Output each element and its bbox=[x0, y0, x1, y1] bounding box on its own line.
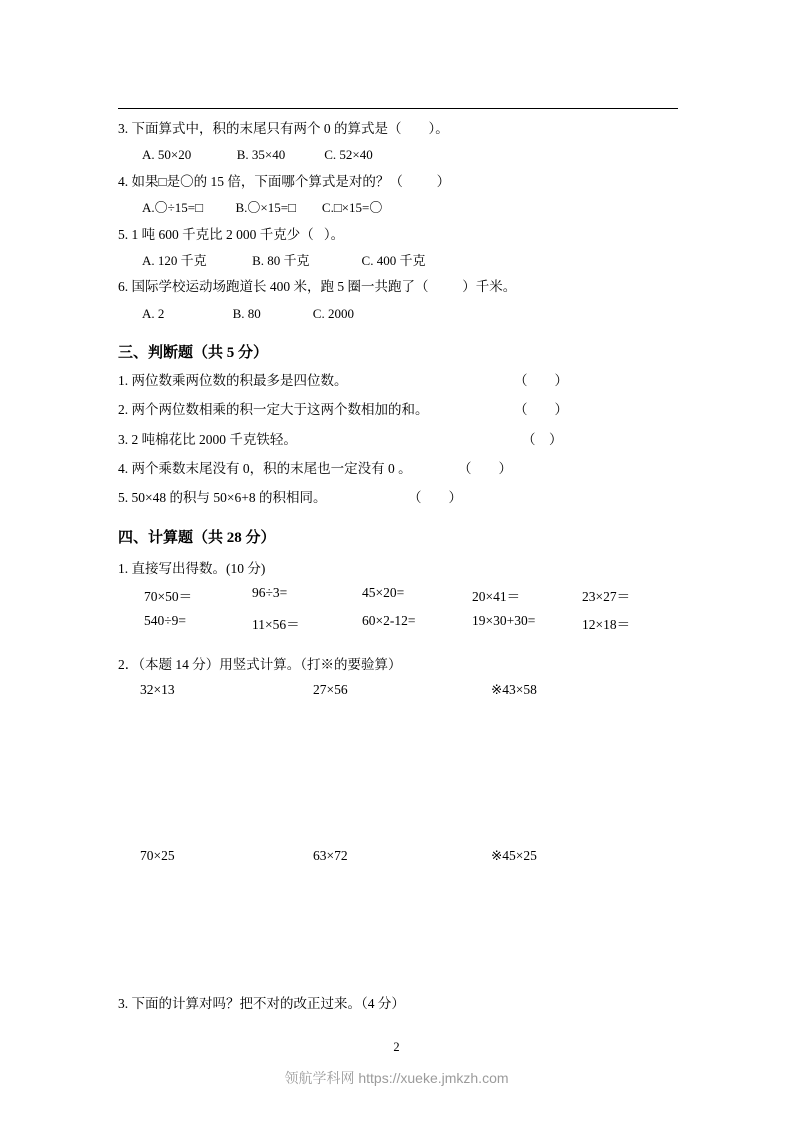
page-number: 2 bbox=[393, 1040, 400, 1054]
question-4-stem: 4. 如果□是〇的 15 倍，下面哪个算式是对的？（ ） bbox=[118, 173, 451, 189]
calc-q1-row-1 bbox=[118, 585, 678, 605]
calc-q2-row-2 bbox=[118, 848, 678, 864]
tf-item-1-text: 1. 两位数乘两位数的积最多是四位数。 bbox=[118, 373, 348, 388]
calc-item: 23×27＝ bbox=[582, 589, 631, 605]
question-5-stem: 5. 1 吨 600 千克比 2 000 千克少（ ）。 bbox=[118, 226, 345, 242]
tf-item-4-answer-box[interactable]: （ ） bbox=[458, 460, 512, 476]
calc-q2-head: 2．（本题 14 分）用竖式计算。（打※的要验算） bbox=[118, 657, 402, 673]
calc-item: 19×30+30= bbox=[472, 613, 536, 629]
calc-item: 45×20= bbox=[362, 585, 405, 601]
calc-q3-head: 3. 下面的计算对吗？把不对的改正过来。（4 分） bbox=[118, 996, 405, 1012]
tf-item-1-answer-box[interactable]: （ ） bbox=[514, 373, 568, 388]
calc-q2-row-1 bbox=[118, 682, 678, 698]
calc-item: 96÷3= bbox=[252, 585, 288, 601]
tf-item-5-text: 5. 50×48 的积与 50×6+8 的积相同。 bbox=[118, 490, 327, 505]
vertical-calc-item: ※45×25 bbox=[491, 848, 537, 864]
tf-item-5-answer-box[interactable]: （ ） bbox=[408, 490, 462, 505]
calc-item: 20×41＝ bbox=[472, 589, 521, 605]
page-content bbox=[118, 108, 678, 1012]
calc-item: 60×2-12= bbox=[362, 613, 416, 629]
calc-item: 540÷9= bbox=[144, 613, 187, 629]
question-3-stem: 3. 下面算式中，积的末尾只有两个 0 的算式是（ ）。 bbox=[118, 121, 449, 136]
section-title-true-false: 三、判断题（共 5 分） bbox=[118, 345, 269, 361]
tf-item-1 bbox=[118, 371, 678, 391]
tf-item-5 bbox=[118, 488, 678, 508]
tf-item-2-answer-box[interactable]: （ ） bbox=[514, 402, 568, 418]
vertical-calc-item: 27×56 bbox=[313, 682, 348, 698]
tf-item-2-text: 2. 两个两位数相乘的积一定大于这两个数相加的和。 bbox=[118, 402, 429, 418]
work-space-1 bbox=[118, 698, 678, 848]
watermark: 领航学科网 https://xueke.jmkzh.com bbox=[284, 1070, 509, 1086]
question-4-options: A.〇÷15=□ B.〇×15=□ C.□×15=〇 bbox=[142, 200, 383, 215]
question-3-options: A. 50×20 B. 35×40 C. 52×40 bbox=[142, 147, 373, 163]
tf-item-3 bbox=[118, 430, 678, 450]
vertical-calc-item: 63×72 bbox=[313, 848, 348, 864]
section-title-calculation: 四、计算题（共 28 分） bbox=[118, 530, 276, 547]
tf-item-4 bbox=[118, 459, 678, 479]
vertical-calc-item: 70×25 bbox=[140, 848, 175, 864]
calc-item: 12×18＝ bbox=[582, 617, 631, 633]
vertical-calc-item: ※43×58 bbox=[491, 682, 537, 698]
question-6-options: A. 2 B. 80 C. 2000 bbox=[142, 305, 354, 321]
question-6-stem: 6. 国际学校运动场跑道长 400 米，跑 5 圈一共跑了（ ）千米。 bbox=[118, 279, 517, 295]
tf-item-3-answer-box[interactable]: （ ） bbox=[522, 431, 563, 447]
header-rule bbox=[118, 108, 678, 109]
work-space-2 bbox=[118, 864, 678, 982]
calc-item: 70×50＝ bbox=[144, 589, 193, 605]
question-5-options: A. 120 千克 B. 80 千克 C. 400 千克 bbox=[142, 252, 426, 268]
calc-q1-head: 1. 直接写出得数。(10 分) bbox=[118, 561, 266, 577]
tf-item-3-text: 3. 2 吨棉花比 2000 千克铁轻。 bbox=[118, 431, 297, 447]
calc-item: 11×56＝ bbox=[252, 617, 300, 633]
tf-item-2 bbox=[118, 400, 678, 420]
calc-q1-row-2 bbox=[118, 613, 678, 633]
tf-item-4-text: 4. 两个乘数末尾没有 0，积的末尾也一定没有 0 。 bbox=[118, 460, 412, 476]
vertical-calc-item: 32×13 bbox=[140, 682, 175, 698]
